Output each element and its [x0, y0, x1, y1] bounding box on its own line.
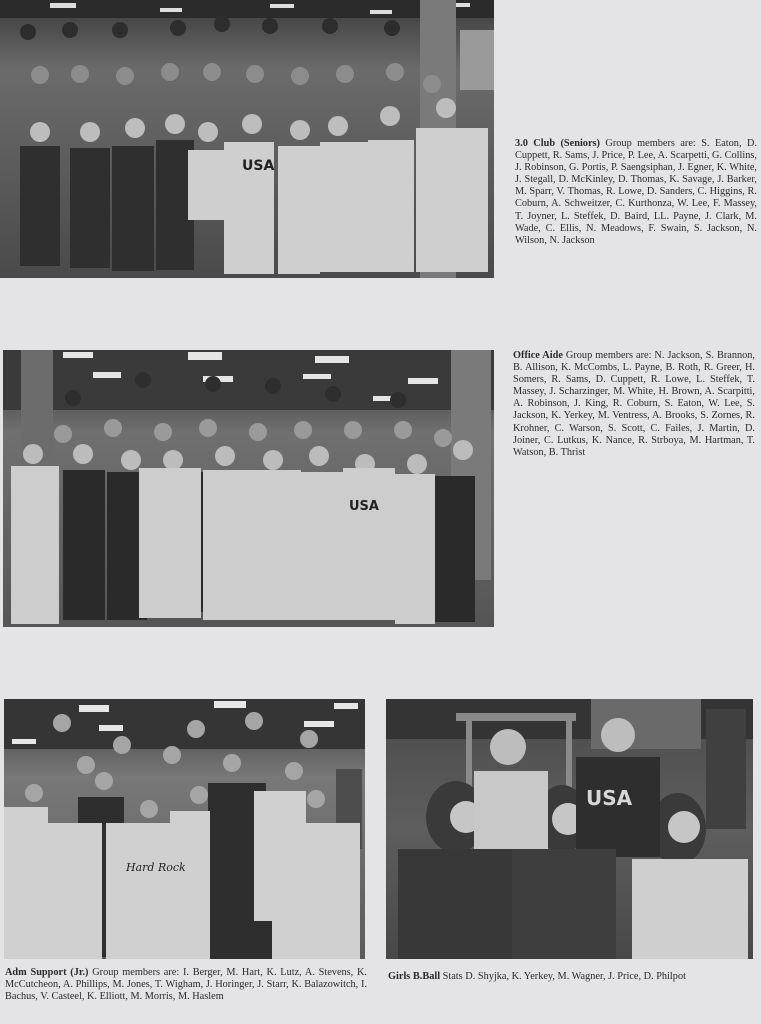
member-list-office-aide: Group members are: N. Jackson, S. Brannon, B. Allison, K. McCombs, L. Payne, B. Roth, R. Greer, H. Somers, R. Sams, D. Cuppett, R. Lowe, L. Steffek, T. Massey, J. Scharzinger, M. White, H. Brown, A. Scarpitti, A. Robinson, J. King, R. Coburn, S. Eaton, W. Lee, S. Jackson, K. Yerkey, M. Ventress, A. Brooks, S. Zornes, R. Krohner, C. Warson, S. Scott, C. Failes, J. Martin, D. Joiner, C. Lutkus, K. Nance, R. Strboya, M. Hartman, T. Watson, B. Thrist [513, 350, 755, 458]
member-list-3-0-club: Group members are: S. Eaton, D. Cuppett, R. Sams, J. Price, P. Lee, A. Scarpetti, G. Collins, J. Robinson, G. Portis, P. Saengsiphan, J. Egner, K. White, J. Stegall, D. McKinley, D. Thomas, K. Savage, J. Barker, M. Sparr, V. Thomas, R. Lowe, D. Sanders, C. Higgins, R. Coburn, A. Schweitzer, C. Kurthonza, W. Lee, F. Massey, T. Joyner, L. Steffek, D. Baird, LL. Payne, J. Clark, M. Wade, C. Ellis, N. Meadows, F. Swain, S. Jackson, N. Wilson, N. Jackson [515, 138, 757, 246]
member-list-adm-support: Group members are: I. Berger, M. Hart, K. Lutz, A. Stevens, K. McCutcheon, A. Phillips, M. Jones, T. Wigham, J. Horinger, J. Starr, K. Balazowitch, I. Bachus, V. Casteel, K. Elliott, M. Morris, M. Haslem [5, 967, 368, 1003]
caption-adm-support-jr [5, 967, 367, 1003]
section-title-adm-support: Adm Support (Jr.) [5, 967, 89, 978]
photo-3-0-club-seniors [0, 0, 494, 278]
shirt-print-usa: USA [349, 499, 379, 514]
group-photo-office-aide [3, 350, 494, 627]
shirt-print-usa: USA [242, 158, 275, 174]
caption-3-0-club-seniors [515, 138, 757, 247]
group-photo-girls-bball [386, 699, 753, 959]
shirt-print-hard-rock: Hard Rock [126, 861, 186, 874]
group-photo-adm-support [4, 699, 365, 959]
section-title-3-0-club: 3.0 Club (Seniors) [515, 138, 600, 149]
caption-girls-bball [388, 971, 756, 983]
section-title-girls-bball: Girls B.Ball [388, 971, 441, 982]
photo-girls-bball [386, 699, 753, 959]
group-photo-seniors [0, 0, 494, 278]
photo-adm-support-jr [4, 699, 365, 959]
caption-office-aide [513, 350, 755, 459]
photo-office-aide [3, 350, 494, 627]
section-title-office-aide: Office Aide [513, 350, 563, 361]
shirt-print-usa: USA [586, 786, 633, 810]
member-list-girls-bball: Stats D. Shyjka, K. Yerkey, M. Wagner, J. Price, D. Philpot [440, 971, 686, 982]
